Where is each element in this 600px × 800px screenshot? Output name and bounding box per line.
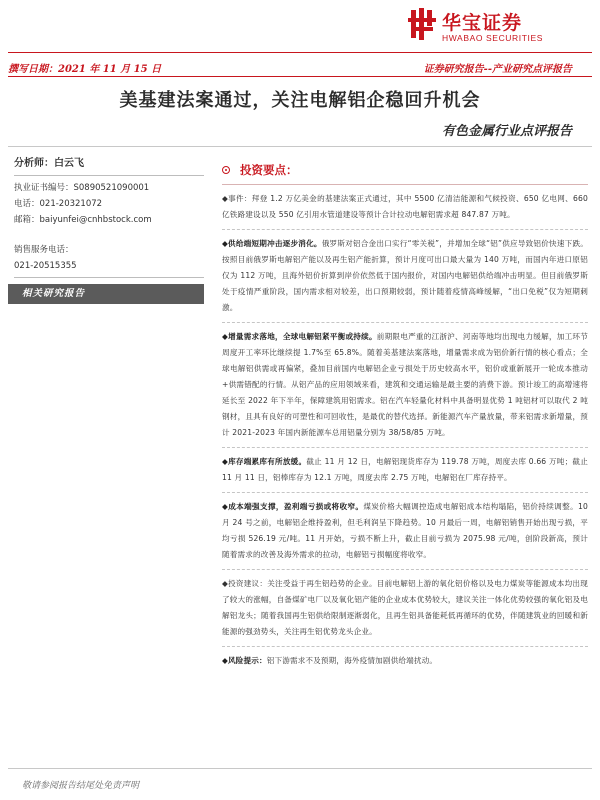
report-date: 撰写日期：2021 年 11 月 15 日 (8, 64, 162, 75)
report-title: 美基建法案通过，关注电解铝企稳回升机会 (119, 90, 481, 111)
point-text: ◆投资建议：关注受益于再生铝趋势的企业。目前电解铝上游的氧化铝价格以及电力煤炭等能源成本均出现了较大的涨幅，自备煤矿电厂以及氧化铝产能的企业成本优势较大，建议关注一体化优势较强的氧化铝及电解铝龙头；随着我国再生铝供给限制逐渐弱化，且再生铝具备能耗低再循环的优势，伴随建筑业的回暖和新能源的强劲势头，关注再生铝优势龙头企业。 (222, 579, 588, 636)
report-subtitle: 有色金属行业点评报告 (441, 124, 572, 139)
company-logo (408, 6, 578, 46)
point-text: 铝下游需求不及预期，海外疫情加剧供给端扰动。 (266, 656, 438, 665)
point-lead: ◆供给端短期冲击逐步消化。 (222, 239, 322, 248)
sidebar (8, 156, 204, 304)
point-separator (222, 569, 588, 570)
point-supply (222, 236, 588, 316)
point-separator (222, 229, 588, 230)
header-rule-lower (8, 76, 592, 77)
key-points-heading-text: 投资要点： (240, 163, 298, 177)
point-text: 截止 11 月 12 日，电解铝现货库存为 119.78 万吨，周度去库 0.66 万吨；截止 11 月 11 日，铝棒库存为 12.1 万吨，周度去库 2.75 万吨，电解铝在厂库存持平。 (222, 457, 588, 482)
point-lead: ◆库存端累库有所放缓。 (222, 457, 307, 466)
analyst-phone: 电话：021-20321072 (14, 199, 103, 209)
logo-name-en: HWABAO SECURITIES (442, 33, 544, 43)
sales-phone: 021-20515355 (14, 258, 204, 278)
point-separator (222, 646, 588, 647)
point-risk (222, 653, 588, 669)
logo-name-cn: 华宝证券 (442, 12, 523, 34)
key-points-rule (222, 184, 588, 185)
point-text: 煤炭价格大幅调控造成电解铝成本结构塌陷，铝价持续调整。10 月 24 号之前，电解铝企维持盈利，但毛利润呈下降趋势。10 月最后一周，电解铝销售开始出现亏损，平均亏损 526.19 元/吨。11 月开始，亏损不断上升，截止目前亏损为 2075.98 元/吨，创阶段新高，预计随着需求的改善及海外需求的拉动，电解铝亏损幅度将收窄。 (222, 502, 588, 559)
target-icon (222, 166, 230, 174)
analyst-name: 分析师：白云飞 (14, 156, 204, 176)
disclaimer-note: 敬请参阅报告结尾处免责声明 (22, 781, 140, 791)
point-text: ◆事件：拜登 1.2 万亿美金的基建法案正式通过，其中 5500 亿清洁能源和气候投资、650 亿电网、660 亿铁路建设以及 550 亿引用水管道建设等预计合计拉动电解铝需求超 847.87 万吨。 (222, 194, 588, 219)
point-separator (222, 492, 588, 493)
point-text: 俄罗斯对铝合金出口实行“零关税”，并增加全球“铝”供应导致铝价快速下跌。按照目前俄罗斯电解铝产能以及再生铝产能折算，预计月度可出口最大量为 140 万吨，而国内年进口原铝仅为 112 万吨，且海外铝价折算到岸价依然低于国内报价，对国内电解铝供给端冲击明显。但目前俄罗斯处于疫情严重阶段，国内需求相对较差，出口预期较弱，预计随着疫情高峰缓解，“出口免税”仅为短期刺激。 (222, 239, 588, 312)
point-investment (222, 576, 588, 640)
point-separator (222, 322, 588, 323)
point-lead: ◆成本端强支撑，盈利端亏损或将收窄。 (222, 502, 364, 511)
footer-rule (8, 768, 592, 769)
analyst-email[interactable]: 邮箱：baiyunfei@cnhbstock.com (14, 215, 152, 225)
point-separator (222, 447, 588, 448)
sales-label: 销售服务电话： (14, 245, 74, 255)
title-rule (8, 146, 592, 147)
related-reports-header: 相关研究报告 (8, 284, 204, 304)
point-text: 前期限电严重的江浙沪、河南等地均出现电力缓解，加工环节周度开工率环比继续提 1.7%至 65.8%。随着美基建法案落地，增量需求成为铝价新行情的核心看点；全球电解铝供需或再偏紧，叠加目前国内电解铝企业亏损处于历史较高水平，铝价或重新展开一轮成本推动+供需错配的行情。从铝产品的应用领域来看，建筑和交通运输是最主要的消费下游。预计竣工的高增速将延长至 2022 年下半年，保障建筑用铝需求。铝在汽车轻量化材料中具备明显优势 1 吨铝材可以取代 2 吨钢材，且具有良好的可塑性和可回收性，是最优的替代选择。新能源汽车产量放量，带来铝需求新增量，预计 2021-2023 年国内新能源车总用铝量分别为 38/58/85 万吨。 (222, 332, 588, 437)
point-cost (222, 499, 588, 563)
license-number: 执业证书编号：S0890521090001 (14, 183, 150, 193)
point-lead: ◆增量需求落地，全球电解铝紧平衡或持续。 (222, 332, 377, 341)
point-demand (222, 329, 588, 441)
point-inventory (222, 454, 588, 486)
report-category: 证券研究报告--产业研究点评报告 (423, 64, 572, 75)
header-rule (8, 52, 592, 53)
logo-mark-icon (408, 8, 436, 40)
point-lead: ◆风险提示： (222, 656, 267, 665)
key-points (222, 160, 588, 669)
key-points-heading (222, 160, 588, 180)
point-event (222, 191, 588, 223)
